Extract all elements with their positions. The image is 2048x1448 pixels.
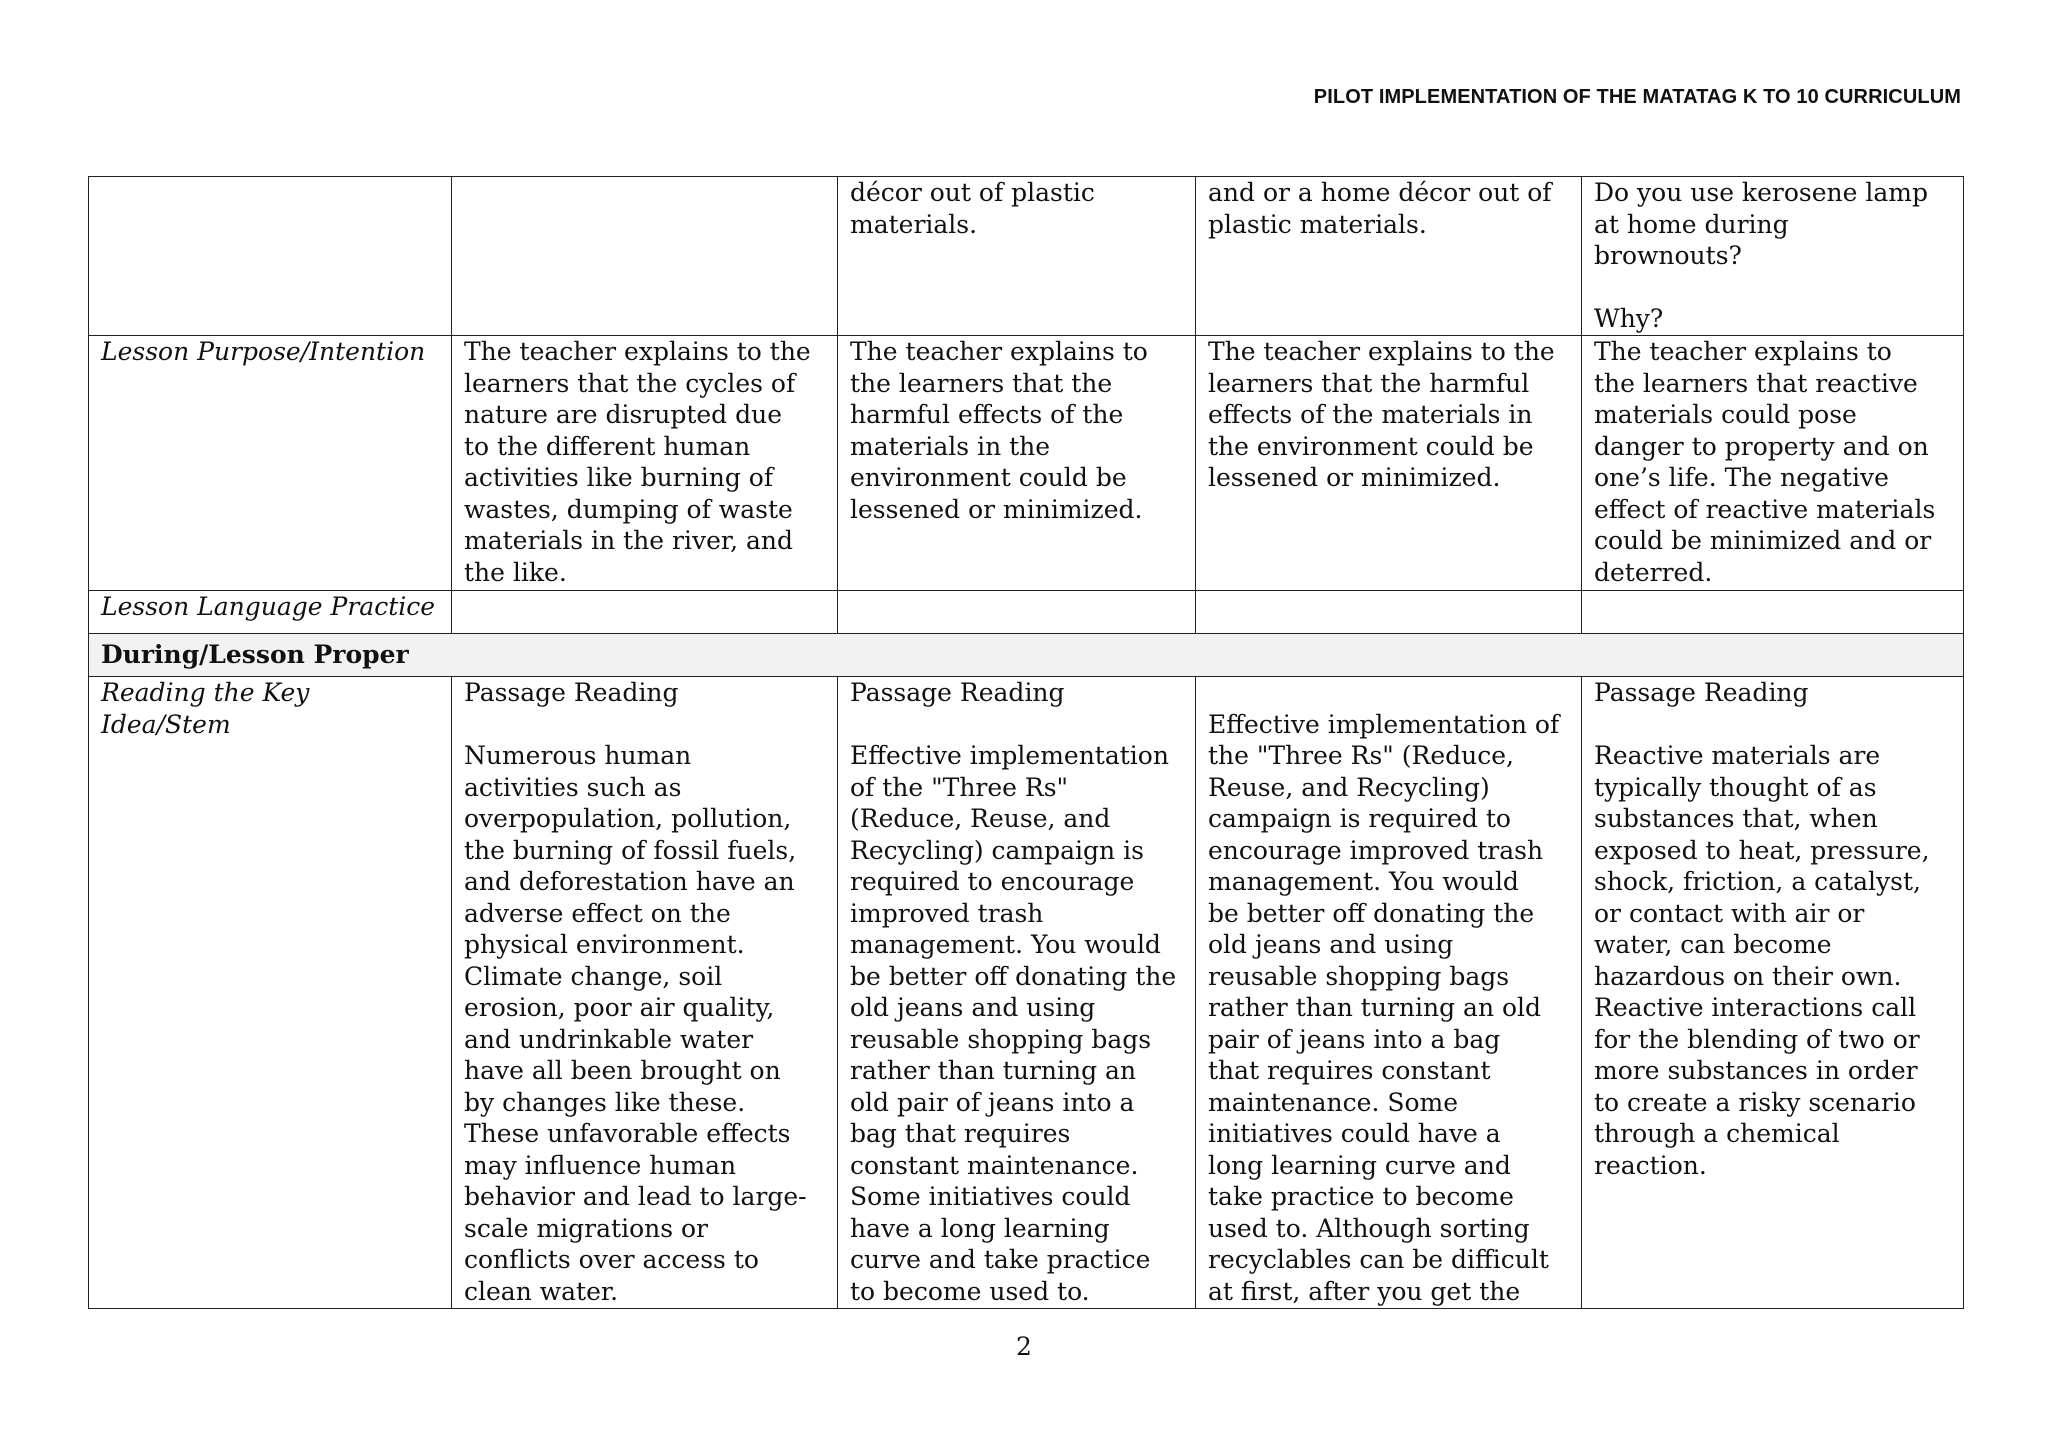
row-label-continuation	[89, 177, 452, 336]
table-cell	[452, 336, 838, 591]
row-label-lesson-language-practice	[89, 591, 452, 634]
table-cell	[1582, 591, 1964, 634]
table-row-continuation	[89, 177, 1964, 336]
cell-text: The teacher explains to the learners that the harmful effects of the materials in the environment could be lessened or minimized.	[1208, 337, 1555, 492]
cell-text: The teacher explains to the learners that reactive materials could pose danger to property and on one’s life. The negative effect of reactive materials could be minimized and or deterred.	[1594, 337, 1936, 587]
table-cell	[1582, 177, 1964, 336]
table-cell	[1196, 677, 1582, 1309]
table-cell	[838, 591, 1196, 634]
cell-text: Passage Reading Reactive materials are typically thought of as substances that, when exposed to heat, pressure, shock, friction, a catalyst, or contact with air or water, can become hazardous on their own. Reactive interactions call for the blending of two or more substances in order to create a risky scenario through a chemical reaction.	[1594, 678, 1930, 1180]
table-row-lesson-language-practice	[89, 591, 1964, 634]
section-heading-cell	[89, 634, 1964, 677]
table-cell	[1582, 336, 1964, 591]
table-cell	[1196, 177, 1582, 336]
document-header-title: PILOT IMPLEMENTATION OF THE MATATAG K TO 10 CURRICULUM	[1313, 86, 1961, 108]
cell-text: Effective implementation of the "Three Rs" (Reduce, Reuse, and Recycling) campaign is required to encourage improved trash management. You would be better off donating the old jeans and using reusable shopping bags rather than turning an old pair of jeans into a bag that requires constant maintenance. Some initiatives could have a long learning curve and take practice to become used to. Although sorting recyclables can be difficult at first, after you get the	[1208, 709, 1560, 1306]
lesson-plan-table	[88, 176, 1964, 1309]
cell-text: The teacher explains to the learners that the harmful effects of the materials in the environment could be lessened or minimized.	[850, 337, 1148, 524]
cell-text: Passage Reading Effective implementation of the "Three Rs" (Reduce, Reuse, and Recycling) campaign is required to encourage improved trash management. You would be better off donating the old jeans and using reusable shopping bags rather than turning an old pair of jeans into a bag that requires constant maintenance. Some initiatives could have a long learning curve and take practice to become used to.	[850, 678, 1177, 1306]
row-label-lesson-purpose	[89, 336, 452, 591]
section-heading: During/Lesson Proper	[101, 640, 409, 670]
cell-text: décor out of plastic materials.	[850, 178, 1095, 239]
page-number: 2	[1016, 1332, 1032, 1361]
row-label-text: Reading the Key Idea/Stem	[101, 678, 310, 739]
row-label-text: Lesson Language Practice	[101, 592, 436, 621]
table-row-section-heading	[89, 634, 1964, 677]
cell-text: and or a home décor out of plastic materials.	[1208, 178, 1552, 239]
table-row-reading-key-idea	[89, 677, 1964, 1309]
table-cell	[838, 177, 1196, 336]
table-cell	[452, 177, 838, 336]
table-row-lesson-purpose	[89, 336, 1964, 591]
cell-text: Do you use kerosene lamp at home during brownouts? Why?	[1594, 178, 1928, 333]
table-cell	[838, 336, 1196, 591]
table-cell	[838, 677, 1196, 1309]
table-cell	[1582, 677, 1964, 1309]
cell-text: The teacher explains to the learners that the cycles of nature are disrupted due to the different human activities like burning of wastes, dumping of waste materials in the river, and the like.	[464, 337, 811, 587]
table-cell	[452, 591, 838, 634]
table-cell	[1196, 591, 1582, 634]
row-label-reading-key-idea	[89, 677, 452, 1309]
table-cell	[1196, 336, 1582, 591]
row-label-text: Lesson Purpose/Intention	[101, 337, 426, 366]
cell-text: Passage Reading Numerous human activities such as overpopulation, pollution, the burning of fossil fuels, and deforestation have an adverse effect on the physical environment. Climate change, soil erosion, poor air quality, and undrinkable water have all been brought on by changes like these. These unfavorable effects may influence human behavior and lead to large- scale migrations or conflicts over access to clean water.	[464, 678, 807, 1306]
table-cell	[452, 677, 838, 1309]
